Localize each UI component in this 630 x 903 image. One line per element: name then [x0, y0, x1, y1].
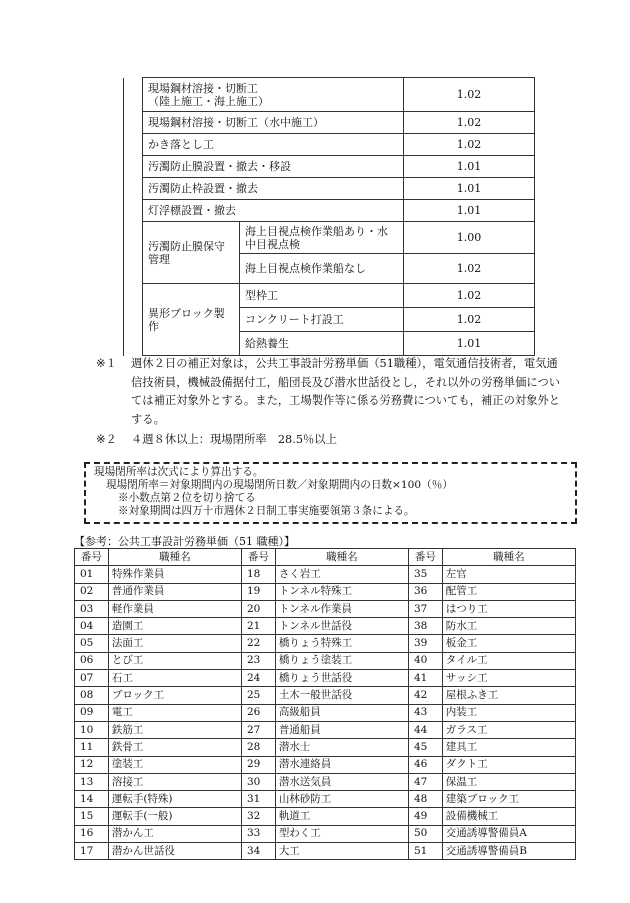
- job-number: 07: [75, 670, 109, 687]
- job-name: 橋りょう世話役: [275, 670, 408, 687]
- job-number: 06: [75, 652, 109, 669]
- coef-row-value: 1.02: [404, 78, 535, 112]
- coef-sub-name: コンクリート打設工: [240, 308, 404, 332]
- job-number: 50: [408, 825, 442, 842]
- job-name: 軌道工: [275, 808, 408, 825]
- job-name: 溶接工: [108, 773, 241, 790]
- job-number: 31: [241, 791, 275, 808]
- note-line: 週休２日の補正対象は，公共工事設計労務単価（51職種），電気通信技術者，電気通: [131, 357, 558, 370]
- job-number: 08: [75, 687, 109, 704]
- job-name: 石工: [108, 670, 241, 687]
- job-number: 09: [75, 704, 109, 721]
- job-number: 23: [241, 652, 275, 669]
- header-number: 番号: [241, 549, 275, 566]
- coef-row-name: かき落とし工: [143, 134, 404, 156]
- job-number: 21: [241, 618, 275, 635]
- job-number: 03: [75, 600, 109, 617]
- job-name: 配管工: [442, 583, 575, 600]
- job-name: 普通作業員: [108, 583, 241, 600]
- calculation-box: [84, 462, 577, 524]
- job-name: 法面工: [108, 635, 241, 652]
- job-name: とび工: [108, 652, 241, 669]
- note-line: する。: [131, 412, 165, 426]
- job-name: サッシ工: [442, 670, 575, 687]
- coef-row-value: 1.01: [404, 332, 535, 356]
- coef-row-name: 現場鋼材溶接・切断工 （陸上施工・海上施工）: [143, 78, 404, 112]
- job-name: トンネル作業員: [275, 600, 408, 617]
- coef-row-value: 1.02: [404, 254, 535, 284]
- job-number: 27: [241, 721, 275, 738]
- job-number: 18: [241, 566, 275, 583]
- job-number: 14: [75, 791, 109, 808]
- job-number: 35: [408, 566, 442, 583]
- job-number: 24: [241, 670, 275, 687]
- job-name: 建具工: [442, 739, 575, 756]
- job-name: ダクト工: [442, 756, 575, 773]
- job-name: トンネル世話役: [275, 618, 408, 635]
- job-number: 02: [75, 583, 109, 600]
- job-number: 44: [408, 721, 442, 738]
- job-name: タイル工: [442, 652, 575, 669]
- job-name: 電工: [108, 704, 241, 721]
- coef-row-value: 1.02: [404, 308, 535, 332]
- coef-row-value: 1.01: [404, 200, 535, 222]
- job-name: さく岩工: [275, 566, 408, 583]
- job-name: 建築ブロック工: [442, 791, 575, 808]
- job-name: 板金工: [442, 635, 575, 652]
- table-row: [75, 739, 576, 756]
- job-number: 01: [75, 566, 109, 583]
- table-row: [75, 825, 576, 842]
- job-number: 37: [408, 600, 442, 617]
- job-name: 設備機械工: [442, 808, 575, 825]
- job-number: 47: [408, 773, 442, 790]
- calc-line: 現場閉所率は次式により算出する。: [94, 466, 264, 478]
- coef-row-name: 汚濁防止膜設置・撤去・移設: [143, 156, 404, 178]
- job-name: 特殊作業員: [108, 566, 241, 583]
- job-number: 46: [408, 756, 442, 773]
- job-number: 48: [408, 791, 442, 808]
- table-row: [75, 618, 576, 635]
- job-name: 屋根ふき工: [442, 687, 575, 704]
- calc-line: ※対象期間は四万十市週休２日制工事実施要領第３条による。: [118, 505, 415, 517]
- job-number: 28: [241, 739, 275, 756]
- job-name: 塗装工: [108, 756, 241, 773]
- job-number: 45: [408, 739, 442, 756]
- coef-row-value: 1.01: [404, 156, 535, 178]
- job-number: 12: [75, 756, 109, 773]
- job-number: 15: [75, 808, 109, 825]
- job-name: 普通船員: [275, 721, 408, 738]
- coef-row-name: 現場鋼材溶接・切断工（水中施工）: [143, 112, 404, 134]
- coef-row-value: 1.02: [404, 112, 535, 134]
- job-name: 保温工: [442, 773, 575, 790]
- job-name: 交通誘導警備員B: [442, 843, 575, 860]
- table-row: [75, 704, 576, 721]
- job-number: 42: [408, 687, 442, 704]
- job-number: 16: [75, 825, 109, 842]
- coef-group-name: 異形ブロック製作: [143, 284, 240, 356]
- job-number: 05: [75, 635, 109, 652]
- header-job-name: 職種名: [442, 549, 575, 566]
- table-row: [75, 791, 576, 808]
- job-name: 内装工: [442, 704, 575, 721]
- table-row: [75, 652, 576, 669]
- job-number: 22: [241, 635, 275, 652]
- table-row: [75, 843, 576, 860]
- job-name: 土木一般世話役: [275, 687, 408, 704]
- job-number: 17: [75, 843, 109, 860]
- calc-line: ※小数点第２位を切り捨てる: [118, 492, 256, 504]
- table-row: [75, 808, 576, 825]
- job-name: はつり工: [442, 600, 575, 617]
- table-row: [75, 687, 576, 704]
- job-number: 29: [241, 756, 275, 773]
- job-name: 潜かん工: [108, 825, 241, 842]
- coef-row-value: 1.01: [404, 178, 535, 200]
- coef-row-value: 1.02: [404, 284, 535, 308]
- coef-row-value: 1.02: [404, 134, 535, 156]
- job-name: 潜水連絡員: [275, 756, 408, 773]
- note-2: [96, 431, 616, 451]
- table-row: [75, 600, 576, 617]
- coef-row-name: 汚濁防止枠設置・撤去: [143, 178, 404, 200]
- job-number: 26: [241, 704, 275, 721]
- job-name: 型わく工: [275, 825, 408, 842]
- labor-table: [74, 548, 576, 860]
- job-name: 防水工: [442, 618, 575, 635]
- job-number: 39: [408, 635, 442, 652]
- table-row: [75, 635, 576, 652]
- coef-row-value: 1.00: [404, 222, 535, 254]
- job-number: 38: [408, 618, 442, 635]
- table-row: [75, 583, 576, 600]
- job-name: 左官: [442, 566, 575, 583]
- job-name: 山林砂防工: [275, 791, 408, 808]
- job-name: 潜水士: [275, 739, 408, 756]
- reference-title: 【参考：公共工事設計労務単価（51 職種）】: [74, 535, 295, 548]
- note-mark: ※２: [96, 433, 117, 446]
- job-number: 49: [408, 808, 442, 825]
- job-name: 運転手(特殊): [108, 791, 241, 808]
- table-row: [75, 670, 576, 687]
- note-line: ては補正対象外とする。また，工場製作等に係る労務費についても，補正の対象外と: [131, 394, 561, 407]
- job-name: 運転手(一般): [108, 808, 241, 825]
- job-name: 潜水送気員: [275, 773, 408, 790]
- note-1: [96, 355, 616, 431]
- table-row: [75, 773, 576, 790]
- coef-row-name: 灯浮標設置・撤去: [143, 200, 404, 222]
- table-row: [75, 566, 576, 583]
- job-number: 10: [75, 721, 109, 738]
- job-number: 30: [241, 773, 275, 790]
- job-name: ガラス工: [442, 721, 575, 738]
- job-number: 32: [241, 808, 275, 825]
- job-number: 43: [408, 704, 442, 721]
- calc-line: 現場閉所率＝対象期間内の現場閉所日数／対象期間内の日数×100（％）: [106, 479, 453, 491]
- note-mark: ※１: [96, 357, 117, 370]
- job-name: 軽作業員: [108, 600, 241, 617]
- job-name: トンネル特殊工: [275, 583, 408, 600]
- table-row: [75, 756, 576, 773]
- job-number: 51: [408, 843, 442, 860]
- table-row: [75, 721, 576, 738]
- job-number: 11: [75, 739, 109, 756]
- coef-group-name: 汚濁防止膜保守管理: [143, 222, 240, 284]
- coef-sub-name: 給熱養生: [240, 332, 404, 356]
- job-name: 高級船員: [275, 704, 408, 721]
- job-name: 鉄筋工: [108, 721, 241, 738]
- job-number: 13: [75, 773, 109, 790]
- header-number: 番号: [408, 549, 442, 566]
- note-text: ４週８休以上：現場閉所率 28.5％以上: [131, 433, 337, 446]
- job-number: 04: [75, 618, 109, 635]
- header-job-name: 職種名: [108, 549, 241, 566]
- header-number: 番号: [75, 549, 109, 566]
- job-name: 鉄骨工: [108, 739, 241, 756]
- note-line: 信技術員，機械設備据付工，船団長及び潜水世話役とし，それ以外の労務単価につい: [131, 375, 561, 389]
- header-job-name: 職種名: [275, 549, 408, 566]
- job-name: 大工: [275, 843, 408, 860]
- coef-sub-name: 海上目視点検作業船なし: [240, 254, 404, 284]
- job-number: 33: [241, 825, 275, 842]
- coef-sub-name: 海上目視点検作業船あり・水中目視点検: [240, 222, 404, 254]
- job-name: 橋りょう塗装工: [275, 652, 408, 669]
- job-number: 19: [241, 583, 275, 600]
- job-number: 20: [241, 600, 275, 617]
- coef-sub-name: 型枠工: [240, 284, 404, 308]
- job-number: 36: [408, 583, 442, 600]
- job-name: ブロック工: [108, 687, 241, 704]
- job-number: 40: [408, 652, 442, 669]
- job-number: 41: [408, 670, 442, 687]
- job-number: 34: [241, 843, 275, 860]
- job-name: 造園工: [108, 618, 241, 635]
- job-number: 25: [241, 687, 275, 704]
- job-name: 交通誘導警備員A: [442, 825, 575, 842]
- job-name: 橋りょう特殊工: [275, 635, 408, 652]
- coefficient-table: [123, 77, 535, 356]
- job-name: 潜かん世話役: [108, 843, 241, 860]
